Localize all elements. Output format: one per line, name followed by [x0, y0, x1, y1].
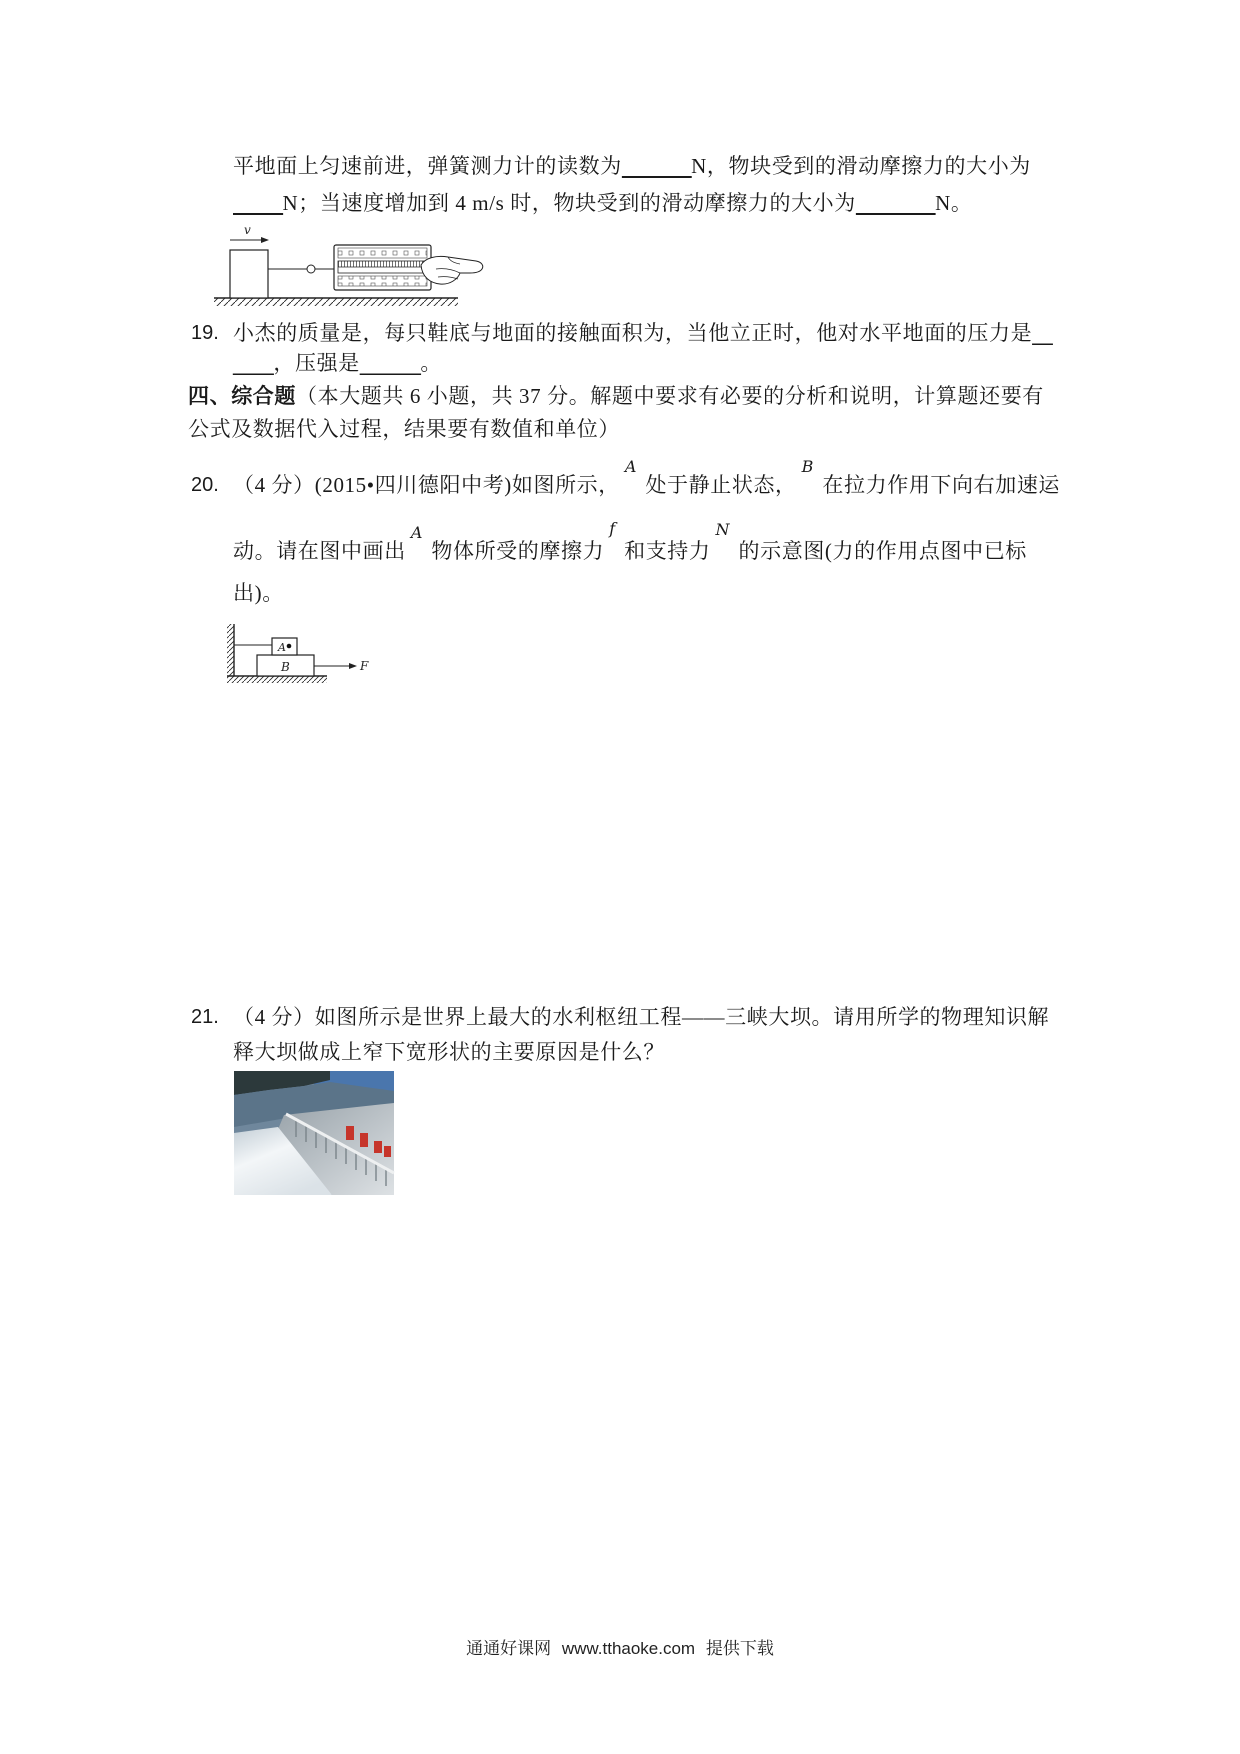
spring-scale-figure: [214, 225, 486, 309]
ground-hatching: [214, 298, 458, 306]
q21-text: （4 分）如图所示是世界上最大的水利枢纽工程——三峡大坝。请用所学的物理知识解: [233, 1005, 1050, 1029]
page-footer: 通通好课网 www.tthaoke.com 提供下载: [466, 1639, 774, 1658]
wall-hatching: [227, 624, 234, 676]
q20-text: 动。请在图中画出: [233, 539, 406, 563]
q19-number: 19.: [191, 322, 219, 344]
section-heading: 四、综合题: [188, 384, 296, 408]
q19-text: 。: [420, 351, 443, 375]
q20-line-3: [233, 578, 284, 608]
q19-text: 小杰的质量是，每只鞋底与地面的接触面积为，当他立正时，他对水平地面的压力是: [233, 321, 1033, 345]
q18-line-1: [233, 151, 1031, 181]
symbol-a: A: [624, 457, 637, 476]
q21-line-1: [233, 1002, 1049, 1032]
q18-text: N；当速度增加到 4 m/s 时，物块受到的滑动摩擦力的大小为: [282, 191, 856, 215]
q20-text: 和支持力: [624, 539, 711, 563]
q18-line-2: [233, 188, 972, 218]
force-arrowhead: [349, 663, 357, 669]
symbol-a: A: [410, 523, 423, 542]
q20-text: 物体所受的摩擦力: [431, 539, 605, 563]
section-4-line-2: [188, 414, 620, 444]
q21-number: 21.: [191, 1006, 219, 1028]
q19-line-1: [233, 318, 1052, 348]
block-a-label: A: [278, 641, 286, 654]
q20-text: 处于静止状态，: [645, 473, 797, 497]
q20-line-2: [233, 519, 1027, 568]
ground-hatching: [227, 676, 327, 683]
q18-text: N。: [935, 191, 973, 215]
scale-bottom-band: [338, 276, 427, 286]
q20-text: （4 分）(2015•四川德阳中考)如图所示，: [233, 473, 620, 497]
q20-text: 的示意图(力的作用点图中已标: [738, 539, 1027, 563]
three-gorges-dam-photo: [234, 1071, 394, 1195]
blocks-a-b-figure: [219, 621, 375, 687]
q20-line-1: [233, 457, 1061, 502]
section-instructions: 公式及数据代入过程，结果要有数值和单位）: [188, 417, 620, 441]
force-label: F: [360, 659, 369, 673]
q18-text: 平地面上匀速前进，弹簧测力计的读数为: [233, 154, 622, 178]
answer-blank: ______: [359, 351, 421, 375]
block: [230, 250, 268, 298]
answer-blank: ____: [233, 351, 274, 375]
scale-top-band: [338, 248, 427, 258]
symbol-n: N: [715, 520, 730, 539]
q21-line-2: [233, 1037, 665, 1067]
action-point-dot: [287, 644, 292, 649]
answer-blank: _____: [233, 191, 283, 215]
block-b-label: B: [281, 660, 290, 674]
scale-hook-ring: [307, 265, 315, 273]
q19-text: ，压强是: [273, 351, 360, 375]
symbol-b: B: [801, 457, 814, 476]
answer-blank: _______: [621, 154, 692, 178]
q21-text: 释大坝做成上窄下宽形状的主要原因是什么？: [233, 1040, 665, 1064]
q20-text: 出)。: [233, 581, 284, 605]
q20-text: 在拉力作用下向右加速运: [822, 473, 1061, 497]
q19-line-2: [233, 348, 442, 378]
section-4-line-1: [188, 381, 1044, 411]
velocity-label: v: [244, 223, 251, 237]
q20-number: 20.: [191, 474, 219, 496]
velocity-arrowhead: [261, 237, 269, 243]
q18-text: N，物块受到的滑动摩擦力的大小为: [691, 154, 1031, 178]
section-instructions: （本大题共 6 小题，共 37 分。解题中要求有必要的分析和说明，计算题还要有: [296, 384, 1044, 408]
answer-blank: __: [1032, 321, 1053, 345]
symbol-f: f: [609, 519, 616, 538]
answer-blank: ________: [855, 191, 936, 215]
